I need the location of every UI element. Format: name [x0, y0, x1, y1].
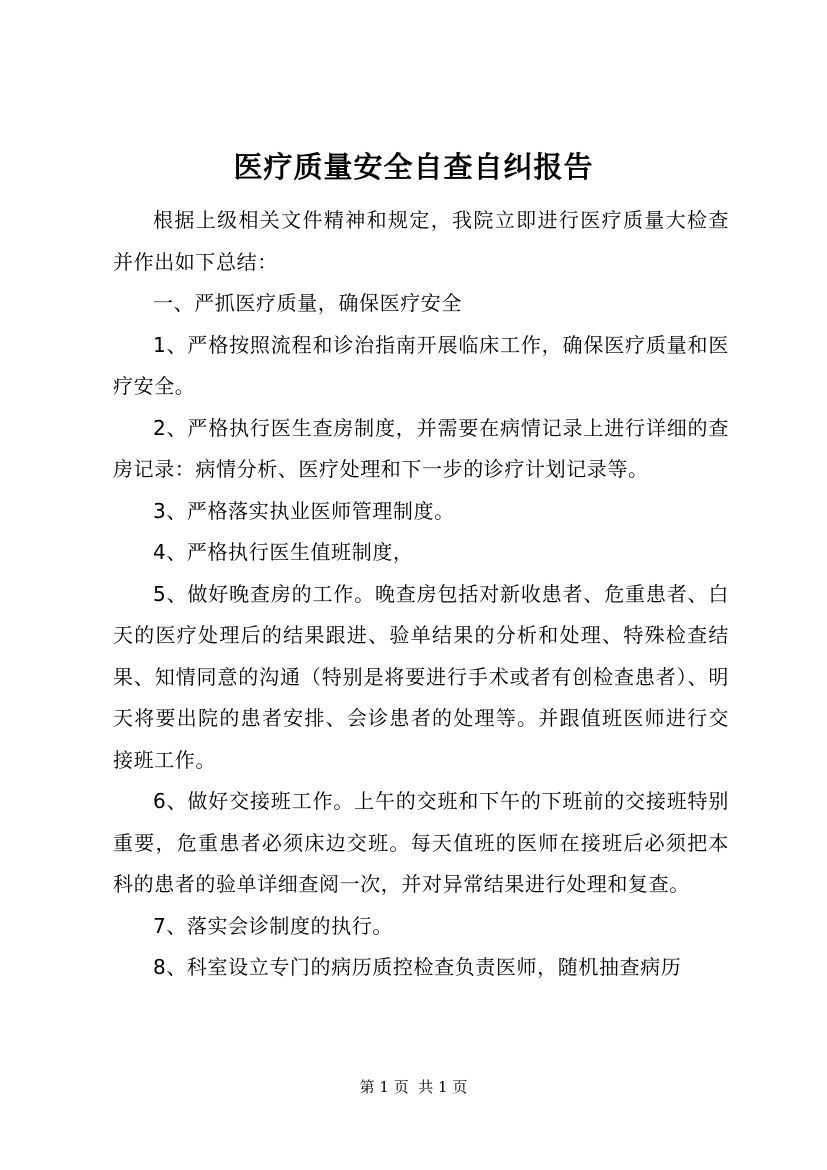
page-footer	[0, 1076, 827, 1098]
document-body	[113, 200, 729, 989]
paragraph-item-4: 4、严格执行医生值班制度，	[153, 540, 414, 564]
paragraph-item-6: 6、做好交接班工作。上午的交班和下午的下班前的交接班特别重要，危重患者必须床边交班。每天值班的医师在接班后必须把本科的患者的验单详细查阅一次，并对异常结果进行处理和复查。	[113, 789, 729, 896]
paragraph-item-8: 8、科室设立专门的病历质控检查负责医师，随机抽查病历	[153, 955, 682, 979]
paragraph-item-1: 1、严格按照流程和诊治指南开展临床工作，确保医疗质量和医疗安全。	[113, 332, 729, 398]
paragraph-item-2: 2、严格执行医生查房制度，并需要在病情记录上进行详细的查房记录：病情分析、医疗处理和下一步的诊疗计划记录等。	[113, 415, 729, 481]
section-heading-1: 一、严抓医疗质量，确保医疗安全	[153, 291, 462, 315]
paragraph-intro: 根据上级相关文件精神和规定，我院立即进行医疗质量大检查并作出如下总结：	[113, 208, 729, 274]
page-number-label: 第 1 页 共 1 页	[359, 1078, 468, 1096]
paragraph-item-7: 7、落实会诊制度的执行。	[153, 913, 393, 938]
document-title: 医疗质量安全自查自纠报告	[233, 150, 594, 184]
paragraph-item-5: 5、做好晚查房的工作。晚查房包括对新收患者、危重患者、白天的医疗处理后的结果跟进、验单结果的分析和处理、特殊检查结果、知情同意的沟通（特别是将要进行手术或者有创检查患者）、明天将要出院的患者安排、会诊患者的处理等。并跟值班医师进行交接班工作。	[113, 581, 729, 772]
paragraph-item-3: 3、严格落实执业医师管理制度。	[153, 498, 455, 523]
